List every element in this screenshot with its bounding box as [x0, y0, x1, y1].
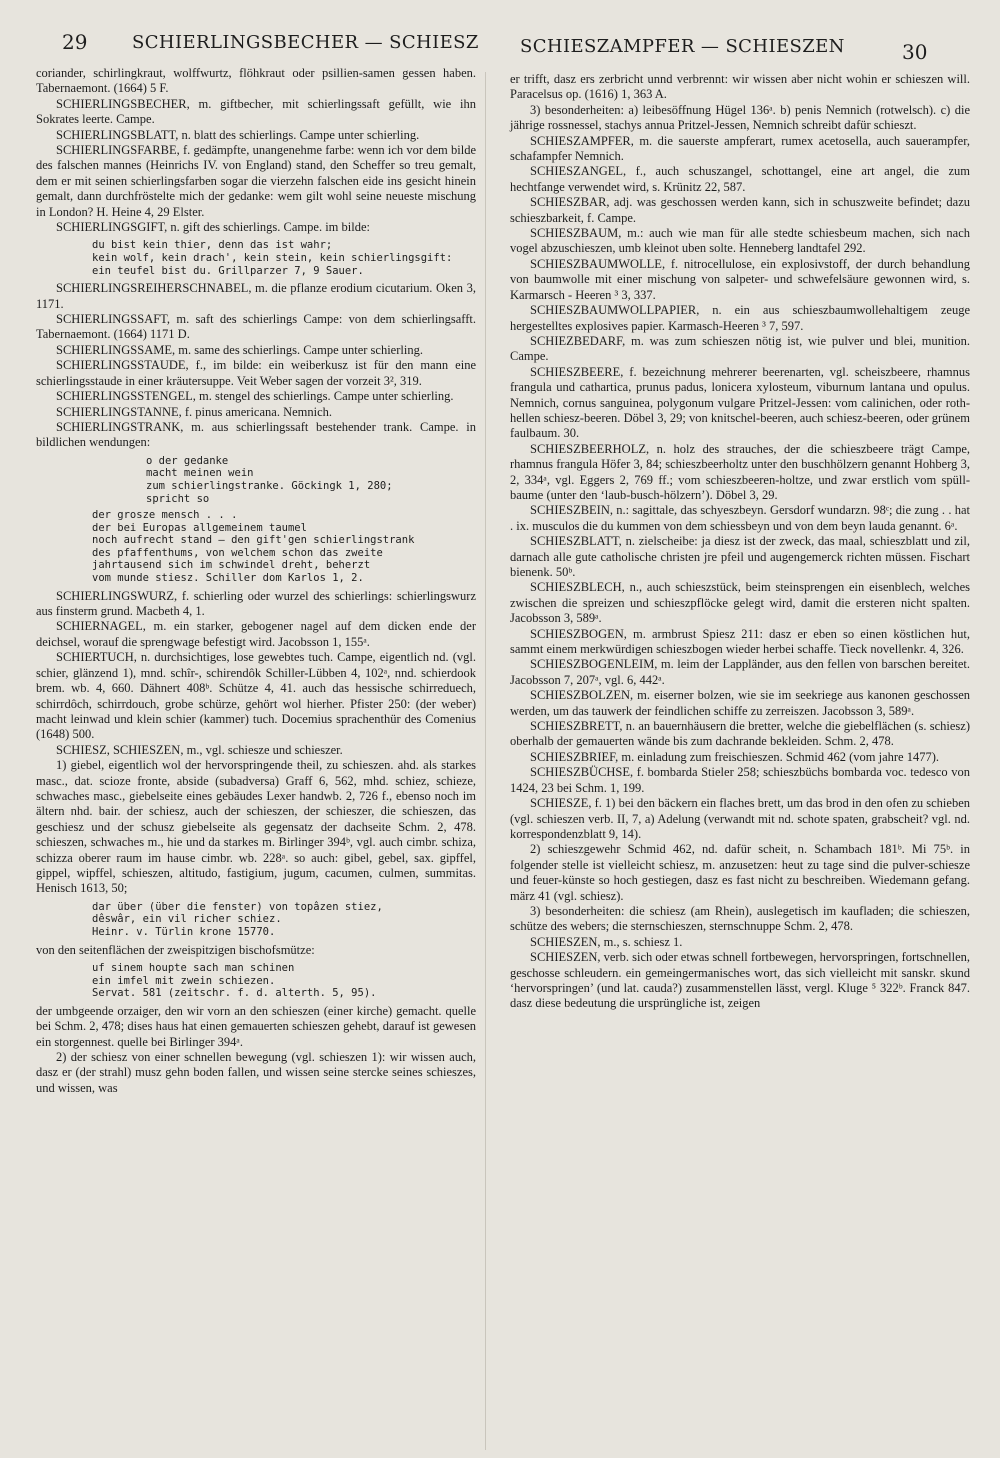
dictionary-entry: SCHIERLINGSGIFT, n. gift des schierlings. Campe. im bilde: [56, 220, 370, 235]
dictionary-entry: 3) besonderheiten: die schiesz (am Rhein), auslegetisch im kaufladen; die schieszen, schütze des webers; die sternschieszen, sternschnuppe Schm. 2, 478. [510, 903, 970, 934]
left-page-number: 29 [62, 30, 88, 54]
dictionary-entry: SCHIESZBÜCHSE, f. bombarda Stieler 258; schieszbüchs bombarda voc. tedesco von 1424, 23 bei Schm. 1, 199. [510, 765, 970, 795]
dictionary-entry: SCHIESZBEERHOLZ, n. holz des strauches, der die schieszbeere trägt Campe, rhamnus frangula Höfer 3, 84; schieszbeerholtz unter den buschhölzern genannt Hohberg 3, 2, 334ᵃ, vgl. Eggers 2, 769 ff.; vom schieszbeeren-holtze, und zwar erstlich vom spüll-baume (unter den ‘laub-busch-hölzern’). Döbel 3, 29. [510, 441, 970, 502]
dictionary-entry: SCHIESZBLATT, n. zielscheibe: ja diesz ist der zweck, das maal, schieszblatt und zil, darnach alle gute catholische christen jre pfeil und augengemerck richten müssen. Fischart bienenk. 50ᵇ. [510, 534, 970, 579]
right-page-number: 30 [902, 40, 928, 64]
dictionary-entry: SCHIESZAMPFER, m. die sauerste ampferart, rumex acetosella, auch sauerampfer, schafampfer Nemnich. [510, 133, 970, 164]
dictionary-entry: SCHIESZBOGENLEIM, m. leim der Lappländer, aus den fellen von barschen bereitet. Jacobsson 7, 207ᵃ, vgl. 6, 442ᵃ. [510, 657, 970, 687]
dictionary-entry: SCHIERLINGSSAME, m. same des schierlings. Campe unter schierling. [56, 342, 423, 357]
dictionary-entry: SCHIERLINGSREIHERSCHNABEL, m. die pflanze erodium cicutarium. Oken 3, 1171. [36, 281, 476, 311]
left-column [36, 66, 476, 1096]
left-running-head: SCHIERLINGSBECHER — SCHIESZ [132, 32, 479, 53]
dictionary-entry: SCHIERLINGSTANNE, f. pinus americana. Nemnich. [56, 404, 333, 419]
dictionary-entry: der umbgeende orzaiger, den wir vorn an den schieszen (einer kirche) gemacht. quelle bei Schm. 2, 478; dises haus hat einen gemauerten schieszen gehebt, darauf ist gewesen ein storgennest. quelle bei Birlinger 394ᵃ. [36, 1003, 476, 1049]
dictionary-entry: SCHIESZANGEL, f., auch schuszangel, schottangel, eine art angel, die zum hechtfange verwendet wird, s. Krünitz 22, 587. [510, 164, 970, 194]
dictionary-entry: coriander, schirlingkraut, wolffwurtz, flöhkraut oder psillien-samen gessen haben. Tabernaemont. (1664) 5 F. [36, 66, 476, 96]
dictionary-entry: SCHIESZEN, m., s. schiesz 1. [530, 934, 683, 949]
dictionary-entry: er trifft, dasz ers zerbricht unnd verbrennt: wir wissen aber nicht wohin er schieszen will. Paracelsus op. (1616) 1, 363 A. [510, 72, 970, 102]
quotation-block: o der gedanke macht meinen wein zum schierlingstranke. Göckingk 1, 280; spricht so [146, 454, 393, 505]
right-column [510, 72, 970, 1012]
dictionary-entry: 2) der schiesz von einer schnellen bewegung (vgl. schieszen 1): wir wissen auch, dasz er (der strahl) musz gehn boden fallen, und wissen seine stercke seines schieszes, und wissen, was [36, 1049, 476, 1095]
dictionary-entry: SCHIESZE, f. 1) bei den bäckern ein flaches brett, um das brod in den ofen zu schieben (vgl. schieszen verb. II, 7, a) Adelung (verwandt mit nd. schote spaten, grabscheit? vgl. nd. korrespondenzblatt 9, 14). [510, 796, 970, 841]
dictionary-entry: 1) giebel, eigentlich wol der hervorspringende theil, zu schieszen. ahd. als starkes masc., dat. scioze fronte, abside (subadversa) Graff 6, 562, mhd. schiez, schieze, schwaches masc., giebelseite eines gebäudes Lexer handwb. 2, 726 f., ebenso noch im ältern nhd. bair. der schiesz, auch der schieszen, der schieszer, die schieszen, das geschiesz und der schusz giebelseite als gegensatz der dachseite Schm. 2, 478. schieszen, schwaches m., hie und da starkes m. Birlinger 394ᵇ, vgl. auch cimbr. schiza, schizza oberer raum im hause cimbr. wb. 228ᵃ. so auch: gibel, gebel, sax. gipffel, gippel, wipffel, schieszen, altitudo, fastigium, jugum, cacumen, culmen, summitas. Henisch 1613, 50; [36, 758, 476, 896]
dictionary-entry: 2) schieszgewehr Schmid 462, nd. dafür scheit, n. Schambach 181ᵇ. Mi 75ᵇ. in folgender stelle ist vielleicht schiesz, m. anzusetzen: heut zu tage sind die pulver-schiesze und feuer-künste so hoch gestiegen, dasz es fast nicht zu beschreiben. Wiedemann gefang. märz 41 (vgl. schiesz). [510, 842, 970, 903]
dictionary-entry: SCHIERLINGSTRANK, m. aus schierlingssaft bestehender trank. Campe. in bildlichen wendungen: [36, 419, 476, 450]
dictionary-entry: SCHIESZBEERE, f. bezeichnung mehrerer beerenarten, vgl. scheiszbeere, rhamnus frangula und cathartica, prunus padus, lonicera xylosteum, viburnum lantana und opulus. Nemnich, cornus sanguinea, polygonum vulgare Pritzel-Jessen: vom calinichen, oder roth-hellen schiesz-beeren. Döbel 3, 29; von knitschel-beeren, auch schiesz-beeren, oder grünem faulbaum. 30. [510, 364, 970, 441]
dictionary-entry: SCHIERLINGSSAFT, m. saft des schierlings Campe: von dem schierlingsafft. Tabernaemont. (1664) 1171 D. [36, 312, 476, 342]
column-divider [485, 72, 486, 1450]
dictionary-entry: SCHIESZBOLZEN, m. eiserner bolzen, wie sie im seekriege aus kanonen geschossen werden, um das tauwerk der feindlichen schiffe zu zerreiszen. Jacobsson 3, 589ᵃ. [510, 688, 970, 718]
dictionary-entry: SCHIERTUCH, n. durchsichtiges, lose gewebtes tuch. Campe, eigentlich nd. (vgl. schier, glänzend 1), mnd. schîr-, schirendôk Schiller-Lübben 4, 102ᵃ, nnd. schierdook brem. wb. 4, 660. Dähnert 408ᵇ. Schütze 4, 41. auch das hessische schirreduech, schirrdôch, schirrdouch, grobe schürze, gehört wol hierher. Pfister 250: (der weber) macht leinwad und klein schier (kammer) tuch. Docemius sprachenthür des Comenius (1648) 500. [36, 650, 476, 742]
dictionary-entry: SCHIESZBAUMWOLLE, f. nitrocellulose, ein explosivstoff, der durch behandlung von baumwolle mit einer mischung von salpeter- und schwefelsäure gewonnen wird, s. Karmarsch - Heeren ³ 3, 337. [510, 256, 970, 302]
quotation-block: dar über (über die fenster) von topâzen stiez, dêswâr, ein vil richer schiez. Heinr. v. Türlin krone 15770. [92, 900, 383, 938]
dictionary-entry: SCHIEZBEDARF, m. was zum schieszen nötig ist, wie pulver und blei, munition. Campe. [510, 333, 970, 364]
dictionary-entry: SCHIERLINGSFARBE, f. gedämpfte, unangenehme farbe: wenn ich vor dem bilde des falschen mannes (Heinrichs IV. von England) stand, den Scheffer so treu gemalt, dem er mit seinen schierlingsfarben sogar die vierzehn falschen eide ins gesicht hinein gemalt, dann durchfröstelte mich der gedanke: wem gilt wohl seine neueste mischung in London? H. Heine 4, 29 Elster. [36, 143, 476, 219]
dictionary-entry: SCHIESZEN, verb. sich oder etwas schnell fortbewegen, hervorspringen, fortschnellen, geschosse schleudern. ein gemeingermanisches wort, das sich vielleicht mit sanskr. skund ‘hervorspringen’ (und lat. cauda?) zusammenstellen lässt, vergl. Kluge ⁵ 322ᵇ. Franck 847. dasz diese bedeutung die ursprüngliche ist, zeigen [510, 950, 970, 1011]
dictionary-entry: SCHIESZBAR, adj. was geschossen werden kann, sich in schuszweite befindet; dazu schieszbarkeit, f. Campe. [510, 195, 970, 225]
dictionary-entry: SCHIESZBRETT, n. an bauernhäusern die bretter, welche die giebelflächen (s. schiesz) oberhalb der gemauerten wände bis zum dachrande bekleiden. Schm. 2, 478. [510, 719, 970, 749]
quotation-block: du bist kein thier, denn das ist wahr; kein wolf, kein drach', kein stein, kein schierlingsgift: ein teufel bist du. Grillparzer 7, 9 Sauer. [92, 239, 453, 277]
dictionary-entry: SCHIESZ, SCHIESZEN, m., vgl. schiesze und schieszer. [56, 742, 343, 757]
dictionary-entry: 3) besonderheiten: a) leibesöffnung Hügel 136ᵃ. b) penis Nemnich (rotwelsch). c) die jährige rossnessel, stachys annua Pritzel-Jessen, Nemnich schreibt dafür schieszt. [510, 102, 970, 133]
dictionary-entry: SCHIESZBAUMWOLLPAPIER, n. ein aus schieszbaumwollehaltigem zeuge hergestelltes explosives papier. Karmasch-Heeren ³ 7, 597. [510, 303, 970, 333]
dictionary-entry: SCHIERLINGSBLATT, n. blatt des schierlings. Campe unter schierling. [56, 127, 420, 142]
dictionary-entry: SCHIESZBOGEN, m. armbrust Spiesz 211: dasz er eben so einen köstlichen hut, sammt einem merkwürdigen schieszbogen wieder herbei schaffe. Tieck novellenkr. 4, 326. [510, 626, 970, 657]
dictionary-entry: von den seitenflächen der zweispitzigen bischofsmütze: [36, 942, 315, 957]
dictionary-entry: SCHIERLINGSSTENGEL, m. stengel des schierlings. Campe unter schierling. [56, 389, 454, 404]
right-running-head: SCHIESZAMPFER — SCHIESZEN [520, 36, 845, 57]
dictionary-entry: SCHIERLINGSBECHER, m. giftbecher, mit schierlingssaft gefüllt, wie ihn Sokrates leerte. Campe. [36, 96, 476, 127]
quotation-block: der grosze mensch . . . der bei Europas allgemeinem taumel noch aufrecht stand — den gift'gen schierlingstrank des pfaffenthums, von welchem schon das zweite jahrtausend sich im schwindel dreht, beherzt vom munde stiesz. Schiller dom Karlos 1, 2. [92, 509, 415, 585]
dictionary-entry: SCHIESZBRIEF, m. einladung zum freischieszen. Schmid 462 (vom jahre 1477). [530, 749, 940, 764]
dictionary-entry: SCHIESZBAUM, m.: auch wie man für alle stedte schiesbeum machen, sich nach vogel abzuschieszen, umb kleinot uben solte. Henneberg landtafel 292. [510, 226, 970, 256]
dictionary-entry: SCHIERLINGSWURZ, f. schierling oder wurzel des schierlings: schierlingswurz aus finsterm grund. Macbeth 4, 1. [36, 588, 476, 619]
dictionary-entry: SCHIERLINGSSTAUDE, f., im bilde: ein weiberkusz ist für den mann eine schierlingsstaude in einer kräutersuppe. Veit Weber sagen der vorzeit 3², 319. [36, 358, 476, 388]
dictionary-entry: SCHIERNAGEL, m. ein starker, gebogener nagel auf dem dicken ende der deichsel, worauf die sprengwage befestigt wird. Jacobsson 1, 155ᵃ. [36, 619, 476, 649]
dictionary-entry: SCHIESZBLECH, n., auch schieszstück, beim steinsprengen ein eisenblech, welches zwischen die spreizen und schieszpflöcke gelegt wird, damit die ersteren nicht spalten. Jacobsson 3, 589ᵃ. [510, 580, 970, 626]
dictionary-entry: SCHIESZBEIN, n.: sagittale, das schyeszbeyn. Gersdorf wundarzn. 98ᶜ; die zung . . hat . ix. musculos die du kummen von dem schiessbeyn und von dem beyn lauda genannt. 6ᵃ. [510, 503, 970, 533]
quotation-block: uf sinem houpte sach man schinen ein imfel mit zwein schiezen. Servat. 581 (zeitschr. f. d. alterth. 5, 95). [92, 961, 377, 1000]
